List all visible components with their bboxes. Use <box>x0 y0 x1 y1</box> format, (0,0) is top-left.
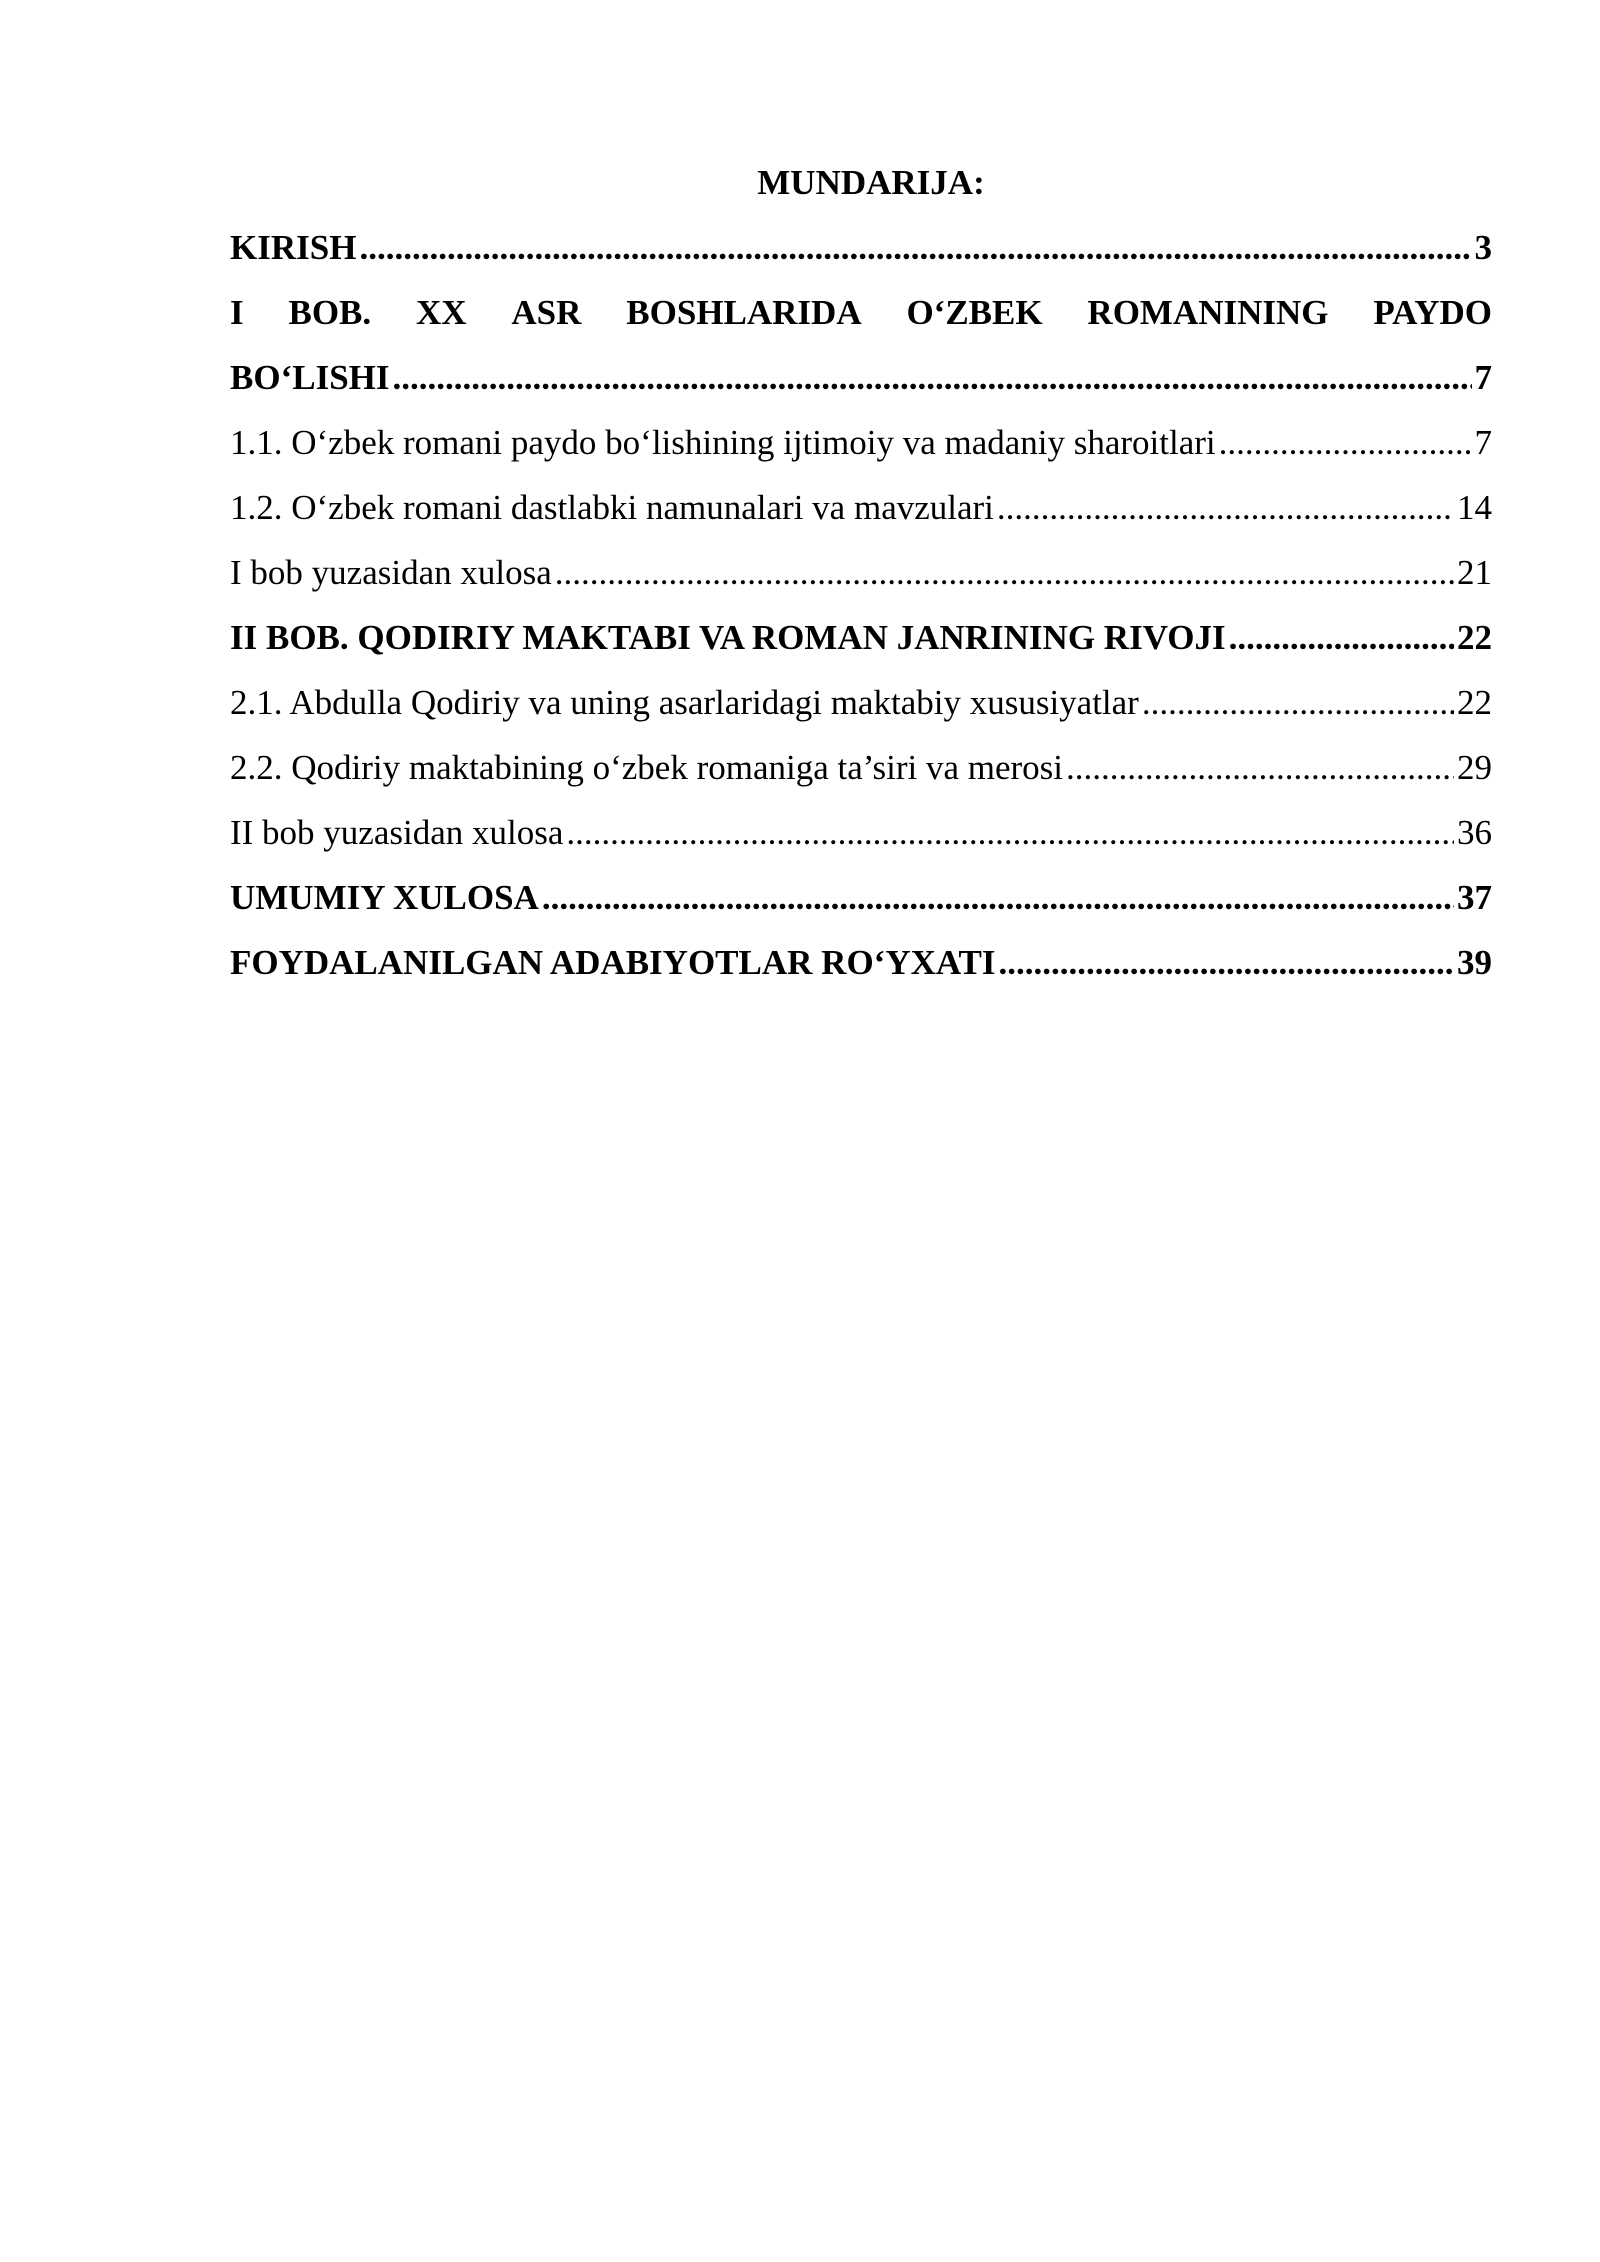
toc-entry-general-conclusion[interactable] <box>230 865 1492 930</box>
toc-entry-page: 29 <box>1457 748 1492 787</box>
dot-leader <box>359 215 1471 280</box>
dot-leader <box>1066 735 1454 800</box>
heading-word: O‘ZBEK <box>906 293 1043 332</box>
document-page <box>230 150 1492 995</box>
toc-entry-page: 37 <box>1457 878 1492 917</box>
toc-entry-page: 39 <box>1457 943 1492 982</box>
toc-entry-section-1-1[interactable] <box>230 410 1492 475</box>
toc-entry-label: UMUMIY XULOSA <box>230 878 539 917</box>
toc-entry-section-2-1[interactable] <box>230 670 1492 735</box>
heading-word: BOSHLARIDA <box>626 293 862 332</box>
toc-entry-label: 1.1. O‘zbek romani paydo bo‘lishining ijtimoiy va madaniy sharoitlari <box>230 423 1216 462</box>
dot-leader <box>1229 605 1454 670</box>
toc-entry-page: 3 <box>1474 228 1492 267</box>
dot-leader <box>1219 410 1472 475</box>
toc-entry-page: 36 <box>1457 813 1492 852</box>
heading-word: BOB. <box>288 293 372 332</box>
toc-entry-section-2-2[interactable] <box>230 735 1492 800</box>
toc-entry-label: II BOB. QODIRIY MAKTABI VA ROMAN JANRINING RIVOJI <box>230 618 1226 657</box>
toc-entry-page: 22 <box>1457 683 1492 722</box>
dot-leader <box>566 800 1454 865</box>
toc-entry-chapter-2[interactable] <box>230 605 1492 670</box>
toc-entry-page: 21 <box>1457 553 1492 592</box>
toc-entry-section-1-2[interactable] <box>230 475 1492 540</box>
toc-entry-conclusion-2[interactable] <box>230 800 1492 865</box>
toc-entry-page: 22 <box>1457 618 1492 657</box>
dot-leader <box>393 345 1472 410</box>
toc-entry-label: BO‘LISHI <box>230 358 390 397</box>
toc-entry-page: 14 <box>1457 488 1492 527</box>
toc-entry-label: FOYDALANILGAN ADABIYOTLAR RO‘YXATI <box>230 943 996 982</box>
heading-word: ROMANINING <box>1087 293 1329 332</box>
toc-entry-chapter-1-line1[interactable] <box>230 280 1492 345</box>
dot-leader <box>997 475 1454 540</box>
dot-leader <box>1142 670 1454 735</box>
toc-entry-label: 1.2. O‘zbek romani dastlabki namunalari va mavzulari <box>230 488 994 527</box>
dot-leader <box>542 865 1454 930</box>
toc-entry-label: 2.1. Abdulla Qodiriy va uning asarlaridagi maktabiy xususiyatlar <box>230 683 1139 722</box>
toc-title: MUNDARIJA: <box>757 163 985 202</box>
toc-entry-chapter-1[interactable] <box>230 345 1492 410</box>
heading-word: PAYDO <box>1373 293 1492 332</box>
heading-word: I <box>230 293 244 332</box>
dot-leader <box>555 540 1454 605</box>
toc-entry-label: I bob yuzasidan xulosa <box>230 553 552 592</box>
toc-entry-bibliography[interactable] <box>230 930 1492 995</box>
toc-entry-label: 2.2. Qodiriy maktabining o‘zbek romaniga ta’siri va merosi <box>230 748 1063 787</box>
dot-leader <box>999 930 1454 995</box>
toc-entry-page: 7 <box>1474 423 1492 462</box>
toc-entry-label: II bob yuzasidan xulosa <box>230 813 564 852</box>
heading-word: ASR <box>511 293 582 332</box>
toc-entry-page: 7 <box>1474 358 1492 397</box>
toc-entry-conclusion-1[interactable] <box>230 540 1492 605</box>
heading-word: XX <box>415 293 467 332</box>
table-of-contents <box>230 215 1492 995</box>
toc-entry-label: KIRISH <box>230 228 357 267</box>
toc-entry-kirish[interactable] <box>230 215 1492 280</box>
